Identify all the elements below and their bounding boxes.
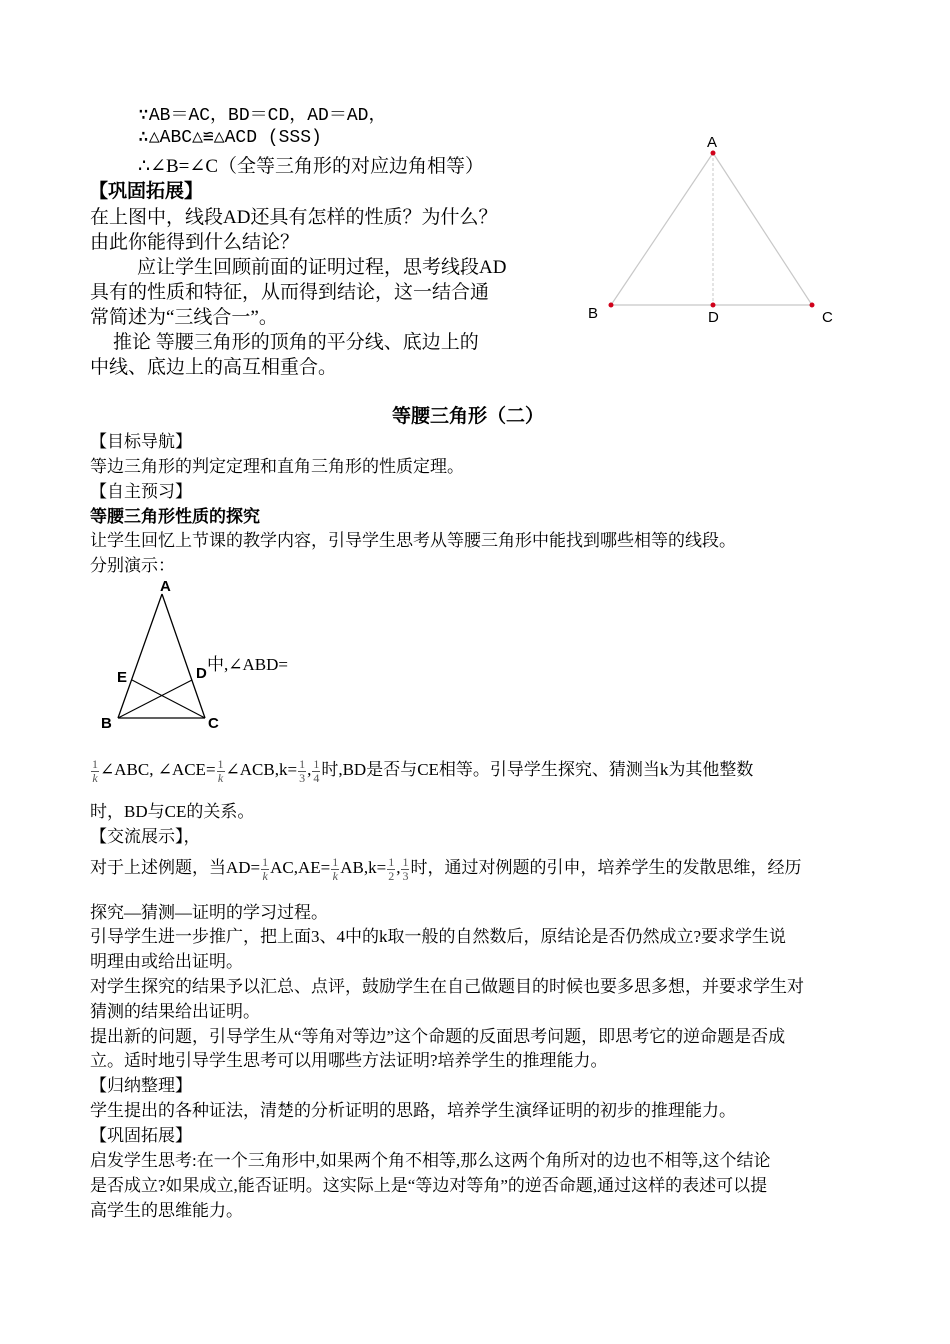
proof-line-2: ∴△ABC△≌△ACD (SSS) — [138, 128, 322, 148]
exchange-heading: 【交流展示】， — [90, 827, 201, 846]
corollary-line-1: 推论 等腰三角形的顶角的平分线、底边上的 — [113, 332, 479, 353]
point-b — [609, 303, 614, 308]
goal-heading: 【目标导航】 — [90, 432, 192, 451]
fraction-1-over-k: $\frac{1}{k}$ — [217, 756, 224, 785]
preview-demo: 分别演示： — [90, 556, 175, 575]
corollary-line-2: 中线、底边上的高互相重合。 — [90, 357, 338, 378]
fraction-1-over-3: $\frac{1}{3}$ — [299, 756, 306, 785]
consolidate-question-2: 由此你能得到什么结论？ — [90, 232, 300, 253]
fraction-1-over-3: $\frac{1}{3}$ — [402, 854, 409, 883]
point-a — [711, 151, 716, 156]
preview-text: 让学生回忆上节课的教学内容，引导学生思考从等腰三角形中能找到哪些相等的线段。 — [90, 531, 736, 550]
label-d: D — [196, 665, 207, 682]
label-a: A — [160, 578, 171, 595]
point-c — [810, 303, 815, 308]
label-b: B — [588, 305, 599, 322]
label-e: E — [117, 669, 128, 686]
consolidate2-line-2: 是否成立?如果成立,能否证明。这实际上是“等边对等角”的逆否命题,通过这样的表述可以提 — [90, 1176, 768, 1195]
exchange-text-1b: 探究—猜测—证明的学习过程。 — [90, 903, 328, 922]
fraction-1-over-2: $\frac{1}{2}$ — [388, 854, 395, 883]
label-a: A — [707, 134, 718, 151]
side-ab — [611, 153, 713, 305]
proof-line-3: ∴∠B=∠C（全等三角形的对应边角相等） — [138, 156, 484, 177]
consolidate-para-line-3: 常简述为“三线合一”。 — [90, 307, 278, 328]
label-d: D — [708, 309, 719, 326]
figure2-side-text: 中,∠ABD= — [207, 655, 288, 674]
section-title: 等腰三角形（二） — [392, 406, 545, 427]
exchange-formula-line: 对于上述例题，当AD= $\frac{1}{k}$ AC,AE= $\frac{1}{k}$ AB,k= $\frac{1}{2}$ , $\frac{1}{3}$ 时，通过对例题的引申，培养学生的发散思维，经历 — [90, 854, 802, 883]
triangle-figure-1 — [580, 128, 850, 338]
consolidate2-line-3: 高学生的思维能力。 — [90, 1201, 243, 1220]
exchange-para-4a: 提出新的问题，引导学生从“等角对等边”这个命题的反面思考问题，即思考它的逆命题是否成 — [90, 1027, 786, 1046]
point-d — [711, 303, 716, 308]
label-c: C — [822, 309, 833, 326]
consolidate2-line-1: 启发学生思考:在一个三角形中,如果两个角不相等,那么这两个角所对的边也不相等,这个结论 — [90, 1151, 771, 1170]
label-c: C — [208, 715, 219, 732]
formula-line-1b: 时，BD与CE的关系。 — [90, 802, 255, 821]
goal-text: 等边三角形的判定定理和直角三角形的性质定理。 — [90, 457, 464, 476]
fraction-1-over-k: $\frac{1}{k}$ — [92, 756, 98, 785]
exchange-para-2b: 明理由或给出证明。 — [90, 952, 243, 971]
label-b: B — [101, 715, 112, 732]
consolidate-question-1: 在上图中，线段AD还具有怎样的性质？为什么？ — [90, 207, 498, 228]
summary-text: 学生提出的各种证法，清楚的分析证明的思路，培养学生演绎证明的初步的推理能力。 — [90, 1101, 736, 1120]
formula-line-1: $\frac{1}{k}$ ∠ABC, ∠ACE= $\frac{1}{k}$ ∠ACB,k= $\frac{1}{3}$ , $\frac{1}{4}$ 时,BD是否与CE相等。引导学生探究、猜测当k为其他整数 — [92, 756, 754, 785]
exchange-para-3a: 对学生探究的结果予以汇总、点评，鼓励学生在自己做题目的时候也要多思多想，并要求学生对 — [90, 977, 804, 996]
exchange-para-2a: 引导学生进一步推广，把上面3、4中的k取一般的自然数后，原结论是否仍然成立?要求学生说 — [90, 927, 787, 946]
side-ac — [713, 153, 812, 305]
fraction-1-over-4: $\frac{1}{4}$ — [313, 756, 320, 785]
fraction-1-over-k: $\frac{1}{k}$ — [332, 854, 339, 883]
consolidate-heading-1: 【巩固拓展】 — [89, 181, 204, 202]
fraction-1-over-k: $\frac{1}{k}$ — [262, 854, 269, 883]
consolidate-para-line-2: 具有的性质和特征，从而得到结论，这一结合通 — [90, 282, 490, 303]
preview-heading: 【自主预习】 — [90, 482, 192, 501]
preview-subheading: 等腰三角形性质的探究 — [90, 507, 260, 526]
consolidate-heading-2: 【巩固拓展】 — [90, 1126, 192, 1145]
proof-line-1: ∵AB＝AC，BD＝CD，AD＝AD， — [138, 106, 387, 126]
consolidate-para-line-1: 应让学生回顾前面的证明过程，思考线段AD — [137, 257, 507, 278]
exchange-para-4b: 立。适时地引导学生思考可以用哪些方法证明?培养学生的推理能力。 — [90, 1051, 608, 1070]
summary-heading: 【归纳整理】 — [90, 1076, 192, 1095]
exchange-para-3b: 猜测的结果给出证明。 — [90, 1002, 260, 1021]
